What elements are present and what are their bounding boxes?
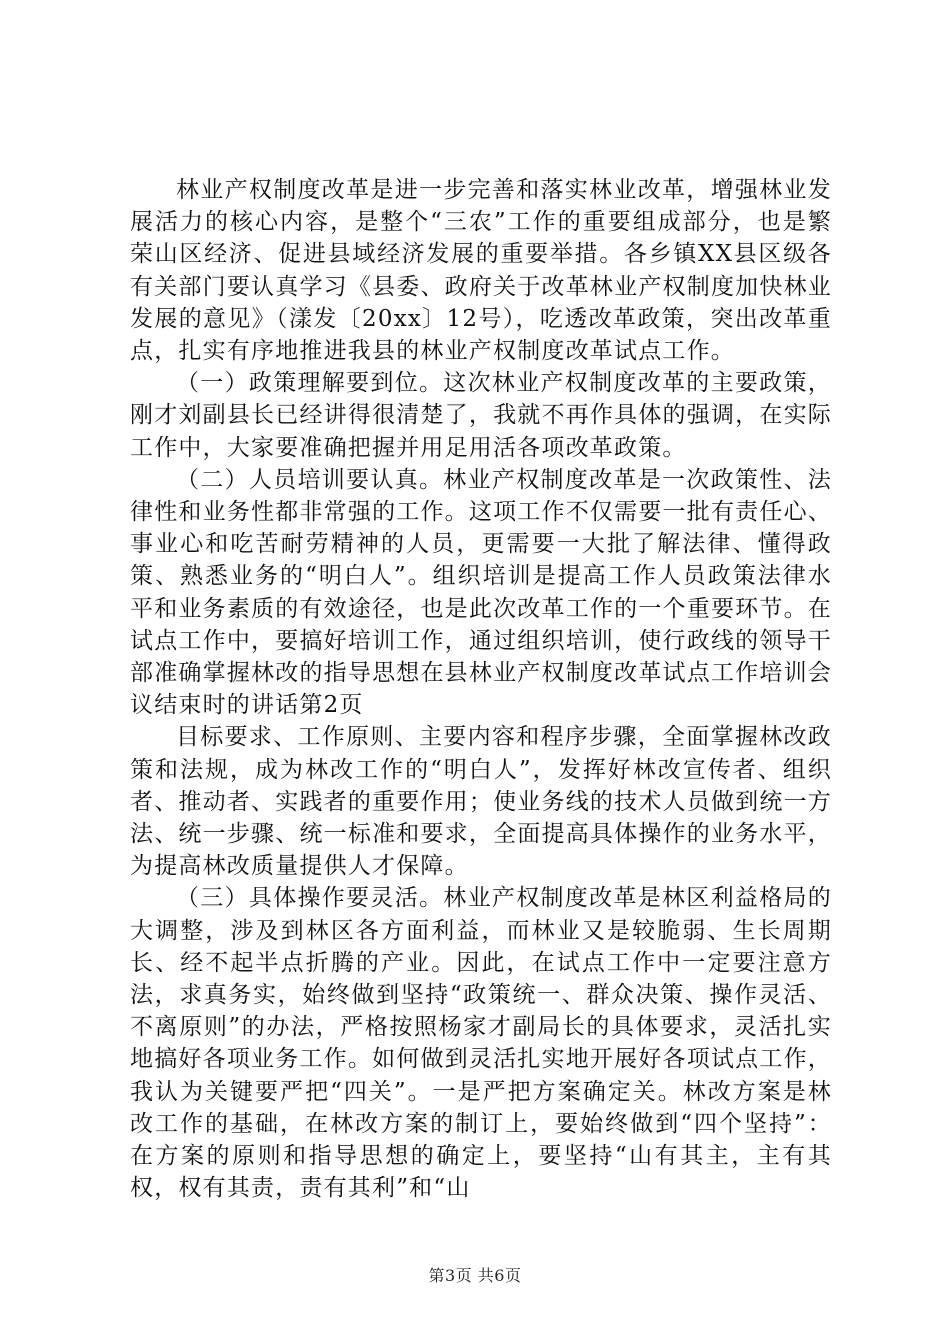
paragraph-staff-training: （二）人员培训要认真。林业产权制度改革是一次政策性、法律性和业务性都非常强的工作。这项工作不仅需要一批有责任心、事业心和吃苦耐劳精神的人员，更需要一大批了解法律、懂得政策、熟悉业务的“明白人”。组织培训是提高工作人员政策法律水平和业务素质的有效途径，也是此次改革工作的一个重要环节。在试点工作中，要搞好培训工作，通过组织培训，使行政线的领导干部准确掌握林改的指导思想在县林业产权制度改革试点工作培训会议结束时的讲话第2页 [130,466,832,719]
document-body [130,174,832,1205]
paragraph-training-goals: 目标要求、工作原则、主要内容和程序步骤，全面掌握林改政策和法规，成为林改工作的“明白人”，发挥好林改宣传者、组织者、推动者、实践者的重要作用；使业务线的技术人员做到统一方法、统一步骤、统一标准和要求，全面提高具体操作的业务水平，为提高林改质量提供人才保障。 [130,724,832,880]
paragraph-policy-understanding: （一）政策理解要到位。这次林业产权制度改革的主要政策，刚才刘副县长已经讲得很清楚了，我就不再作具体的强调，在实际工作中，大家要准确把握并用足用活各项改革政策。 [130,370,832,461]
page-footer: 第3页 共6页 [428,1266,522,1285]
paragraph-intro: 林业产权制度改革是进一步完善和落实林业改革，增强林业发展活力的核心内容，是整个“三农”工作的重要组成部分，也是繁荣山区经济、促进县域经济发展的重要举措。各乡镇XX县区级各有关部门要认真学习《县委、政府关于改革林业产权制度加快林业发展的意见》（漾发〔20xx〕12号），吃透改革政策，突出改革重点，扎实有序地推进我县的林业产权制度改革试点工作。 [130,177,832,365]
paragraph-flexible-operation: （三）具体操作要灵活。林业产权制度改革是林区利益格局的大调整，涉及到林区各方面利益，而林业又是较脆弱、生长周期长、经不起半点折腾的产业。因此，在试点工作中一定要注意方法，求真务实，始终做到坚持“政策统一、群众决策、操作灵活、不离原则”的办法，严格按照杨家才副局长的具体要求，灵活扎实地搞好各项业务工作。如何做到灵活扎实地开展好各项试点工作，我认为关键要严把“四关”。一是严把方案确定关。林改方案是林改工作的基础，在林改方案的制订上，要始终做到“四个坚持”：在方案的原则和指导思想的确定上，要坚持“山有其主，主有其权，权有其责，责有其利”和“山 [130,885,832,1202]
